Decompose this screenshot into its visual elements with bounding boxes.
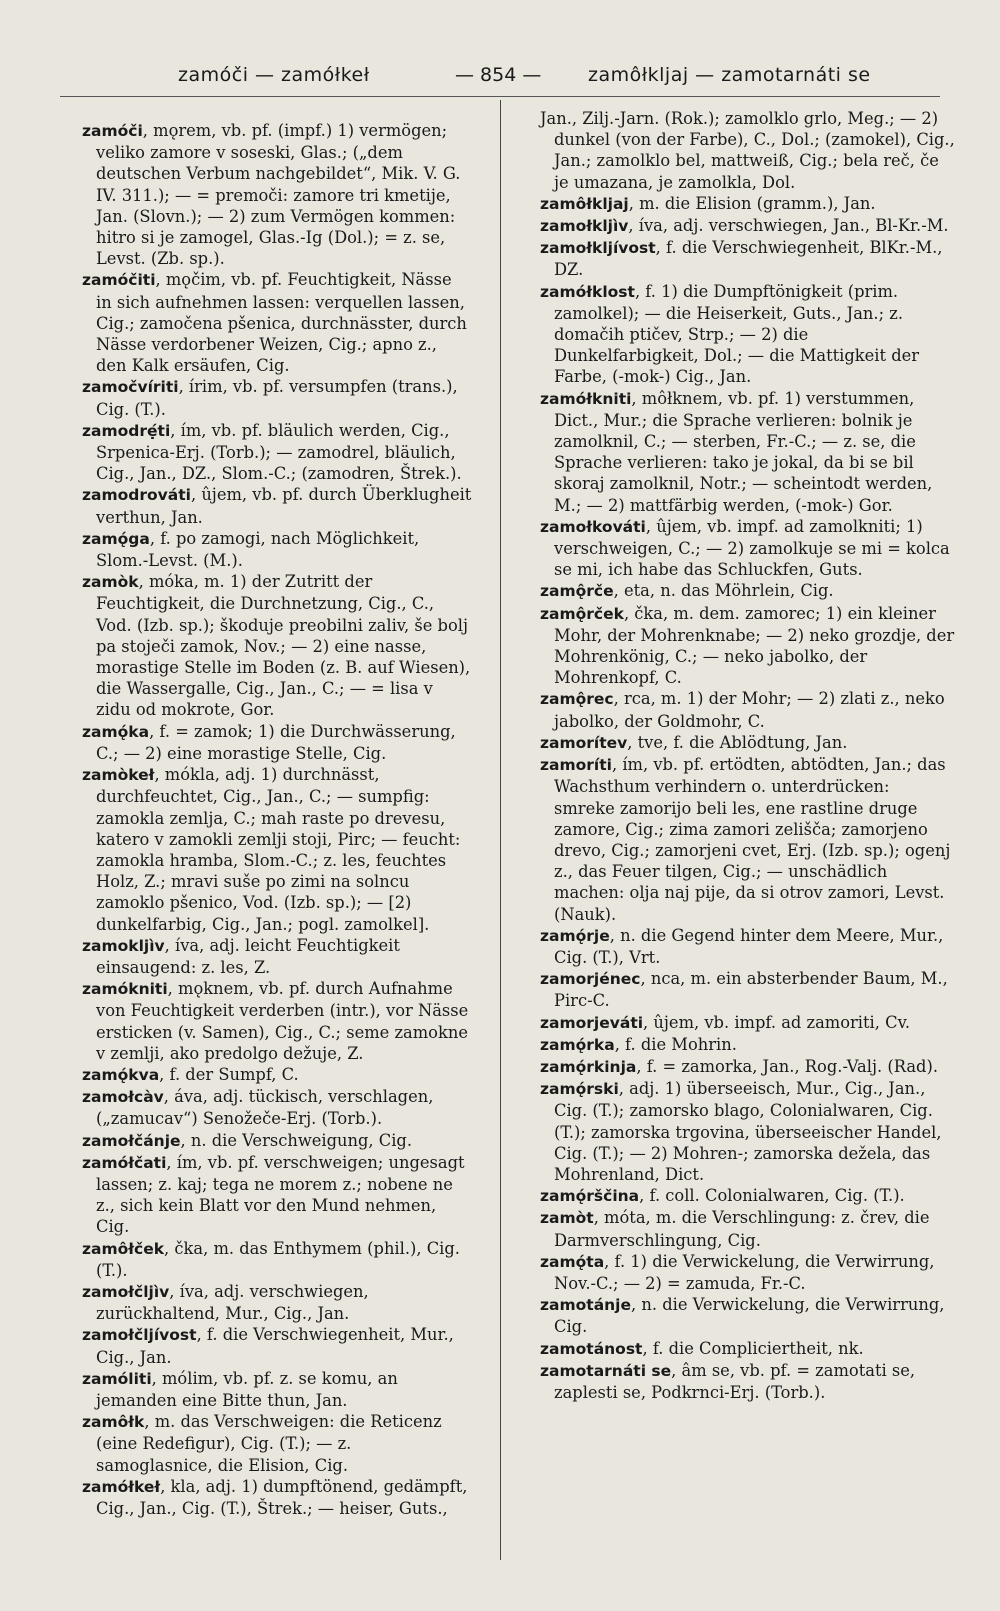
dictionary-entry: [82, 935, 472, 978]
entry-headword: zamǫ́ka: [82, 722, 150, 741]
entry-definition: , f. die Verschwiegenheit, Mur., Cig., Jan.: [96, 1325, 454, 1367]
entry-headword: zamołcàv: [82, 1088, 164, 1107]
entry-definition: , n. die Gegend hinter dem Meere, Mur., Cig. (T.), Vrt.: [554, 925, 944, 967]
entry-definition: , ím, vb. pf. bläulich werden, Cig., Srpenica-Erj. (Torb.); — zamodrel, bläulich, Cig., Jan., DZ., Slom.-C.; (zamodren, Štrek.).: [96, 420, 462, 484]
entry-headword: zamołčljívost: [82, 1326, 197, 1345]
entry-headword: zamòkeł: [82, 766, 155, 785]
entry-definition: , móta, m. die Verschlingung: z. črev, die Darmverschlingung, Cig.: [554, 1208, 930, 1250]
entry-headword: zamółklost: [540, 282, 635, 301]
entry-definition: , mólim, vb. pf. z. se komu, an jemanden eine Bitte thun, Jan.: [96, 1368, 398, 1410]
dictionary-entry: [540, 1294, 955, 1337]
entry-headword: zamorjénec: [540, 970, 641, 989]
entry-definition: , môłknem, vb. pf. 1) verstummen, Dict., Mur.; die Sprache verlieren: bolnik je zamolknil, C.; — sterben, Fr.-C.; — z. se, die Sprache verlieren: tako je jokal, da bi se bil skoraj zamolknil, Notr.; — scheintodt werden, M.; — 2) mattfärbig werden, (-mok-) Gor.: [554, 388, 933, 515]
dictionary-entry: [540, 732, 955, 754]
left-running-head: zamóči — zamółkeł: [178, 64, 370, 86]
left-column: [82, 120, 472, 1519]
entry-definition: , rca, m. 1) der Mohr; — 2) zlati z., neko jabolko, der Goldmohr, C.: [554, 689, 945, 731]
entry-headword: zamǫ́rkinja: [540, 1057, 637, 1076]
entry-definition: , n. die Verschweigung, Cig.: [180, 1130, 413, 1150]
entry-definition: , f. die Mohrin.: [614, 1034, 737, 1054]
entry-headword: zamóčiti: [82, 271, 156, 290]
entry-headword: zamółčati: [82, 1153, 167, 1172]
entry-definition: , f. = zamorka, Jan., Rog.-Valj. (Rad).: [636, 1056, 938, 1076]
dictionary-entry: [540, 925, 955, 968]
entry-headword: zamołčljìv: [82, 1282, 170, 1301]
dictionary-entry: [540, 516, 955, 581]
dictionary-entry: [82, 1281, 472, 1324]
entry-headword: zamôłk: [82, 1413, 145, 1432]
dictionary-entry: [540, 603, 955, 689]
dictionary-entry: [540, 1338, 955, 1360]
entry-definition: , n. die Verwickelung, die Verwirrung, Cig.: [554, 1295, 945, 1337]
entry-headword: zamočvíriti: [82, 378, 179, 397]
entry-definition: , tve, f. die Ablödtung, Jan.: [627, 732, 848, 752]
page-number: — 854 —: [455, 64, 542, 86]
entry-headword: zamòt: [540, 1209, 594, 1228]
dictionary-entry: [540, 688, 955, 731]
dictionary-entry: [82, 1324, 472, 1367]
dictionary-entry: [82, 1152, 472, 1238]
entry-definition: , íva, adj. verschwiegen, Jan., Bl-Kr.-M.: [628, 216, 949, 236]
entry-definition: , mókla, adj. 1) durchnässt, durchfeuchtet, Cig., Jan., C.; — sumpfig: zamokla zemlja, C.; mah raste po drevesu, katero v zamokli zemlji stoji, Pirc; — feucht: zamokla hramba, Slom.-C.; z. les, feuchtes Holz, Z.; mravi suše po zimi na solncu zamoklo pšenico, Vod. (Izb. sp.); — [2) dunkelfarbig, Cig., Jan.; pogl. zamolkel].: [96, 765, 461, 934]
running-header: [0, 56, 1000, 96]
entry-definition: , íva, adj. leicht Feuchtigkeit einsaugend: z. les, Z.: [96, 935, 400, 977]
dictionary-entry: [82, 764, 472, 935]
entry-definition: , ûjem, vb. pf. durch Überklugheit verthun, Jan.: [96, 485, 472, 527]
entry-headword: zamotarnáti se: [540, 1361, 672, 1380]
entry-definition: , ûjem, vb. impf. ad zamolkniti; 1) verschweigen, C.; — 2) zamolkuje se mi = kolca se mi, ich habe das Schluckfen, Guts.: [554, 516, 950, 580]
right-running-head: zamôłkljaj — zamotarnáti se: [588, 64, 871, 86]
entry-headword: zamòk: [82, 573, 139, 592]
dictionary-entry: [82, 528, 472, 571]
entry-definition: , âm se, vb. pf. = zamotati se, zaplesti se, Podkrnci-Erj. (Torb.).: [554, 1360, 916, 1402]
dictionary-entry: [540, 1056, 955, 1078]
entry-definition: , íva, adj. verschwiegen, zurückhaltend, Mur., Cig., Jan.: [96, 1281, 369, 1324]
dictionary-entry: [540, 1251, 955, 1294]
entry-definition: , móka, m. 1) der Zutritt der Feuchtigkeit, die Durchnetzung, Cig., C., Vod. (Izb. sp.); škoduje preobilni zaliv, še bolj pa stoječi zamok, Nov.; — 2) eine nasse, morastige Stelle im Boden (z. B. auf Wiesen), die Wassergalle, Cig., Jan., C.; — = lisa v zidu od mokrote, Gor.: [96, 572, 471, 720]
dictionary-entry: [82, 1130, 472, 1152]
entry-headword: zamotánje: [540, 1296, 632, 1315]
entry-headword: zamołkováti: [540, 517, 646, 536]
entry-definition: , mǫrem, vb. pf. (impf.) 1) vermögen; veliko zamore v soseski, Glas.; („dem deutschen Verbum nachgebildet“, Mik. V. G. IV. 311.); — = premoči: zamore tri kmetije, Jan. (Slovn.); — 2) zum Vermögen kommen: hitro si je zamogel, Glas.-Ig (Dol.); = z. se, Levst. (Zb. sp.).: [96, 121, 461, 269]
dictionary-entry: [82, 571, 472, 720]
dictionary-entry: [540, 108, 955, 193]
entry-definition: Jan., Zilj.-Jarn. (Rok.); zamolklo grlo, Meg.; — 2) dunkel (von der Farbe), C., Dol.; (zamokel), Cig., Jan.; zamolklo bel, mattweiß, Cig.; bela reč, če je umazana, je zamolkla, Dol.: [540, 109, 955, 192]
entry-headword: zamorjeváti: [540, 1013, 644, 1032]
entry-definition: , čka, m. das Enthymem (phil.), Cig. (T.).: [96, 1238, 460, 1280]
entry-headword: zamǫ́rski: [540, 1080, 619, 1099]
entry-definition: , áva, adj. tückisch, verschlagen, („zamucav“) Senožeče-Erj. (Torb.).: [96, 1087, 434, 1129]
dictionary-entry: [540, 388, 955, 516]
entry-headword: zamǫ́rje: [540, 926, 610, 945]
entry-headword: zamoríti: [540, 756, 612, 775]
entry-definition: , adj. 1) überseeisch, Mur., Cig., Jan., Cig. (T.); zamorsko blago, Colonialwaren, Cig. (T.); zamorska trgovina, überseeischer Handel, Cig. (T.); — 2) Mohren-; zamorska dežela, das Mohrenland, Dict.: [554, 1079, 942, 1184]
dictionary-entry: [540, 193, 955, 215]
dictionary-entry: [540, 968, 955, 1011]
entry-headword: zamółkeł: [82, 1477, 161, 1496]
dictionary-entry: [82, 1086, 472, 1129]
dictionary-entry: [82, 1476, 472, 1519]
entry-headword: zamołčánje: [82, 1131, 181, 1150]
right-column: [540, 108, 955, 1403]
entry-headword: zamółkniti: [540, 389, 632, 408]
dictionary-entry: [540, 1360, 955, 1403]
entry-definition: , f. die Compliciertheit, nk.: [642, 1338, 864, 1358]
entry-headword: zamóliti: [82, 1369, 152, 1388]
entry-headword: zamǫ́ta: [540, 1252, 605, 1271]
dictionary-entry: [82, 269, 472, 376]
entry-definition: , ûjem, vb. impf. ad zamoriti, Cv.: [643, 1012, 911, 1032]
dictionary-entry: [82, 120, 472, 269]
dictionary-entry: [540, 281, 955, 388]
entry-headword: zamołkljìv: [540, 217, 629, 236]
dictionary-entry: [82, 978, 472, 1064]
entry-definition: , mǫčim, vb. pf. Feuchtigkeit, Nässe in sich aufnehmen lassen: verquellen lassen, Cig.; zamočena pšenica, durchnässter, durch Nässe verdorbener Weizen, Cig.; apno z., den Kalk ersäufen, Cig.: [96, 270, 467, 376]
entry-definition: , f. 1) die Dumpftönigkeit (prim. zamolkel); — die Heiserkeit, Guts., Jan.; z. domačih ptičev, Strp.; — 2) die Dunkelfarbigkeit, Dol.; — die Mattigkeit der Farbe, (-mok-) Cig., Jan.: [554, 281, 920, 387]
entry-headword: zamotánost: [540, 1339, 643, 1358]
entry-headword: zamǫ̂rec: [540, 690, 614, 709]
entry-definition: , írim, vb. pf. versumpfen (trans.), Cig. (T.).: [96, 377, 458, 419]
dictionary-entry: [82, 1064, 472, 1086]
entry-definition: , mǫknem, vb. pf. durch Aufnahme von Feuchtigkeit verderben (intr.), vor Nässe ersticken (v. Samen), Cig., C.; seme zamokne v zemlji, ako predolgo dežuje, Z.: [96, 979, 469, 1063]
entry-headword: zamóči: [82, 122, 143, 140]
dictionary-entry: [540, 580, 955, 602]
dictionary-entry: [540, 1034, 955, 1056]
entry-definition: , m. das Verschweigen: die Reticenz (eine Redefigur), Cig. (T.); — z. samoglasnice, die Elision, Cig.: [96, 1412, 442, 1475]
dictionary-entry: [540, 754, 955, 925]
header-rule: [60, 96, 940, 97]
entry-definition: , eta, n. das Möhrlein, Cig.: [613, 581, 834, 601]
dictionary-entry: [82, 1238, 472, 1281]
entry-definition: , ím, vb. pf. verschweigen; ungesagt lassen; z. kaj; tega ne morem z.; nobene ne z., sich kein Blatt vor den Mund nehmen, Cig.: [96, 1152, 465, 1237]
entry-headword: zamǫ́rščina: [540, 1187, 640, 1206]
dictionary-entry: [540, 237, 955, 280]
dictionary-entry: [82, 420, 472, 485]
entry-headword: zamǫ́rka: [540, 1035, 615, 1054]
entry-definition: , f. der Sumpf, C.: [159, 1064, 299, 1084]
entry-headword: zamorítev: [540, 733, 628, 752]
dictionary-entry: [540, 1012, 955, 1034]
entry-headword: zamǫ̂rče: [540, 582, 614, 601]
entry-headword: zamodrẹ́ti: [82, 421, 171, 440]
entry-definition: , f. = zamok; 1) die Durchwässerung, C.; — 2) eine morastige Stelle, Cig.: [96, 721, 456, 763]
entry-definition: , f. die Verschwiegenheit, BlKr.-M., DZ.: [554, 238, 943, 280]
dictionary-entry: [540, 1207, 955, 1250]
entry-definition: , čka, m. dem. zamorec; 1) ein kleiner Mohr, der Mohrenknabe; — 2) neko grozdje, der Mohrenkönig, C.; — neko jabolko, der Mohrenkopf, C.: [554, 603, 955, 688]
dictionary-entry: [82, 1368, 472, 1411]
entry-headword: zamókniti: [82, 980, 168, 999]
entry-headword: zamodrováti: [82, 486, 191, 505]
entry-definition: , nca, m. ein absterbender Baum, M., Pirc-C.: [554, 969, 948, 1011]
entry-definition: , m. die Elision (gramm.), Jan.: [628, 193, 876, 213]
dictionary-entry: [82, 484, 472, 527]
entry-headword: zamôłček: [82, 1239, 165, 1258]
entry-definition: , f. 1) die Verwickelung, die Verwirrung, Nov.-C.; — 2) = zamuda, Fr.-C.: [554, 1251, 935, 1293]
entry-headword: zamołkljívost: [540, 239, 656, 258]
entry-definition: , f. coll. Colonialwaren, Cig. (T.).: [639, 1186, 905, 1206]
dictionary-entry: [540, 1185, 955, 1207]
entry-headword: zamǫ́ga: [82, 529, 150, 548]
entry-definition: , f. po zamogi, nach Möglichkeit, Slom.-Levst. (M.).: [96, 528, 420, 571]
dictionary-entry: [82, 721, 472, 764]
dictionary-entry: [82, 376, 472, 419]
entry-definition: , kla, adj. 1) dumpftönend, gedämpft, Cig., Jan., Cig. (T.), Štrek.; — heiser, Guts.,: [96, 1476, 468, 1518]
entry-headword: zamǫ̂rček: [540, 604, 624, 623]
entry-headword: zamokljìv: [82, 936, 165, 955]
entry-headword: zamôłkljaj: [540, 194, 629, 213]
dictionary-entry: [540, 215, 955, 237]
column-divider: [500, 100, 501, 1560]
dictionary-entry: [540, 1078, 955, 1185]
entry-headword: zamǫ́kva: [82, 1065, 160, 1084]
entry-definition: , ím, vb. pf. ertödten, abtödten, Jan.; das Wachsthum verhindern o. unterdrücken: smreke zamorijo beli les, ene rastline druge zamore, Cig.; zima zamori zelišča; zamorjeno drevo, Cig.; zamorjeni cvet, Erj. (Izb. sp.); ogenj z., das Feuer tilgen, Cig.; — unschädlich machen: olja naj pije, da si otrov zamori, Levst. (Nauk).: [554, 755, 951, 924]
dictionary-entry: [82, 1411, 472, 1476]
